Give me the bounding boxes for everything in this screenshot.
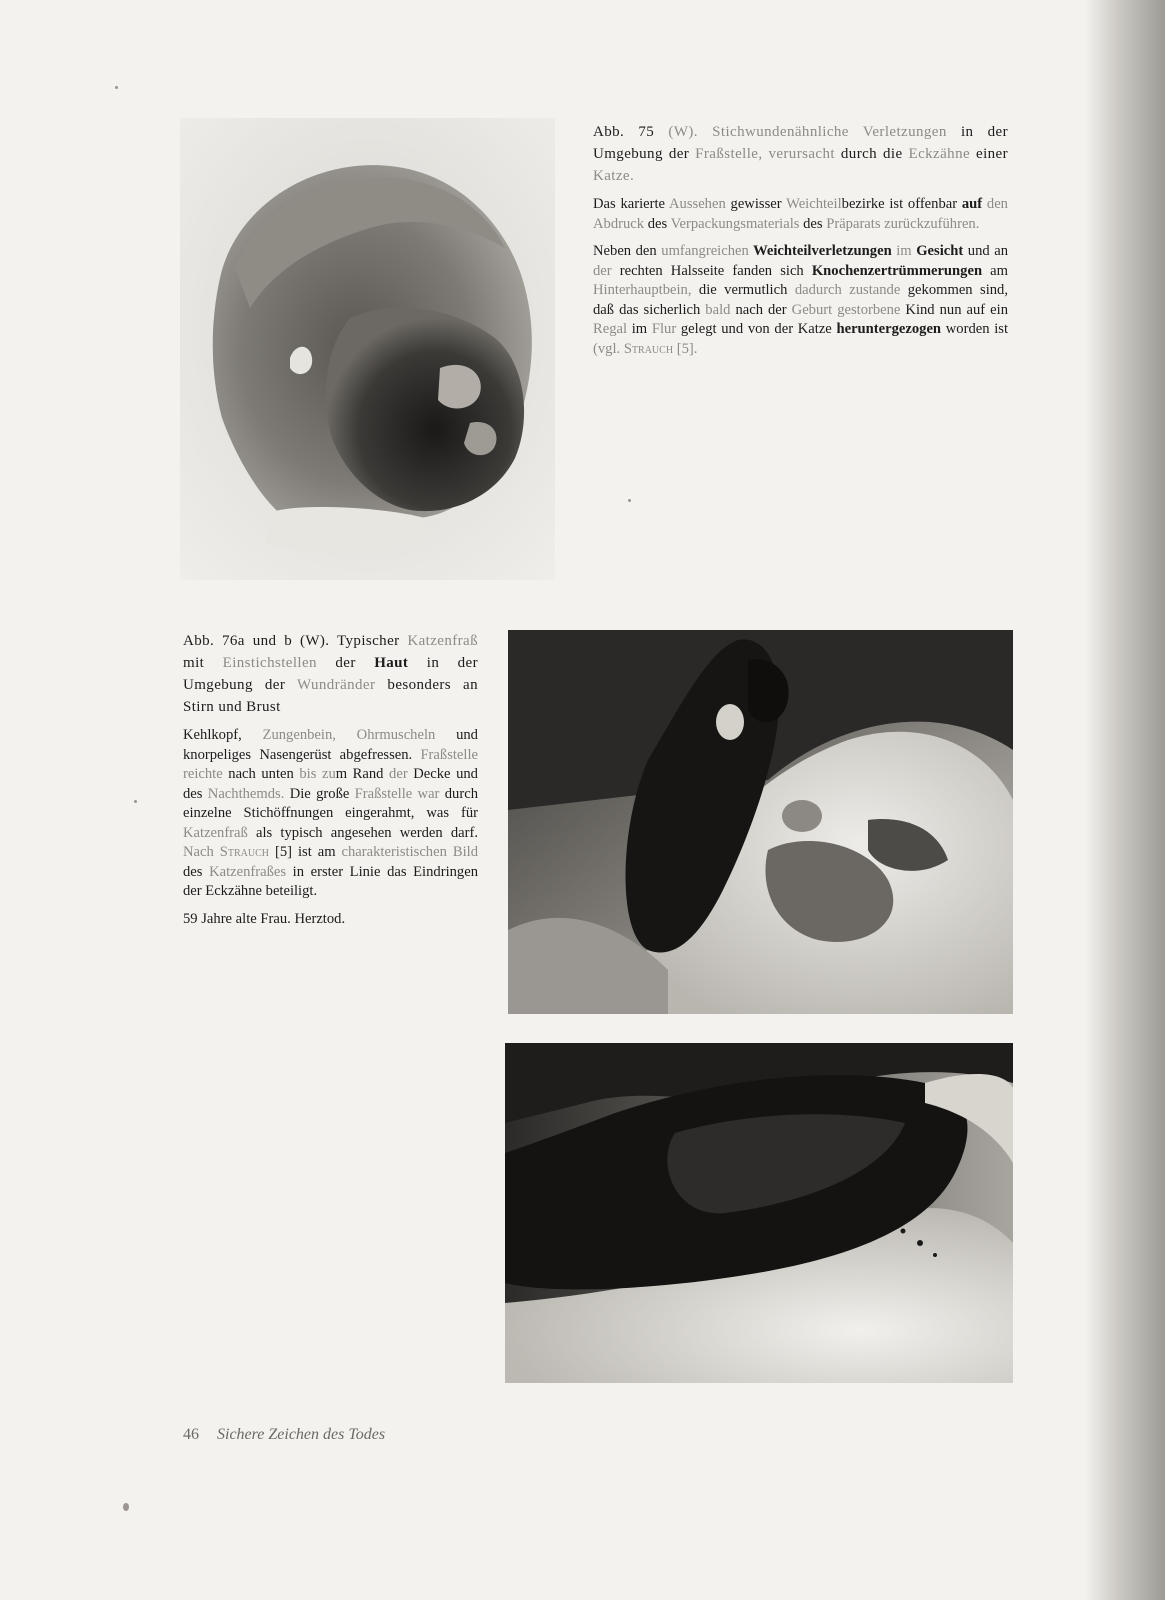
text-run: Katzenfraßes [209,863,287,880]
text-run: der [389,766,408,782]
figure-75-photo [180,118,555,580]
text-run: und knorpeliges Nasengerüst abgefressen. [183,727,478,763]
text-run: besonders an Stirn und Brust [183,677,478,715]
text-run: in der Umgebung der [183,655,479,693]
text-run: im [627,321,652,337]
figure-75-paragraph-1 [593,195,1008,234]
page-binding-shadow [1085,0,1165,1600]
figure-76b-photo [505,1043,1013,1383]
text-run: und an [963,243,1008,259]
running-title: Sichere Zeichen des Todes [217,1426,386,1443]
text-run: nach unten [222,766,300,782]
text-run: der [316,655,375,671]
text-run: Kehlkopf, [183,727,263,743]
text-run: umfangreichen [661,243,749,259]
text-run: die vermutlich [691,282,795,298]
text-run: Gesicht [911,243,964,259]
text-run: Die große [284,785,355,802]
text-run: in der Umgebung der [593,124,1008,162]
figure-76-caption [183,630,478,718]
text-run: Katze. [593,168,635,184]
text-run: in erster Linie das Eindringen der Eckzähne beteiligt. [183,863,478,899]
text-run: Fraßstelle reichte [183,746,478,782]
text-run: worden ist [941,321,1008,337]
text-run: heruntergezogen [836,321,942,337]
figure-76-paragraph-2 [183,910,478,930]
text-run: der [593,262,612,279]
text-run: Das karierte [593,196,669,212]
text-run: Knochenzertrümmerungen [811,262,983,279]
text-run: 59 Jahre alte Frau. Herztod. [183,910,346,927]
text-run: (W). Stichwundenähnliche Verletzungen [668,124,947,140]
text-run: des [644,215,671,232]
text-run: Verpackungsmaterials [670,215,800,232]
text-run: gekommen sind, daß das sicherlich [593,282,1009,318]
text-run: den Abdruck [593,196,1008,232]
text-run: Katzenfraß [183,824,248,841]
text-run: bis zu [299,766,336,782]
text-run: Flur [651,321,677,337]
text-run: dadurch zustande [794,282,901,298]
text-run: Nach [183,844,214,860]
text-run: bald [705,301,731,318]
text-run: einer [970,146,1008,162]
figure-76-text [183,630,478,937]
figure-75-paragraph-2 [593,242,1008,359]
page-number: 46 [183,1426,199,1443]
text-run: Strauch [620,340,674,357]
paper-speck [628,499,631,502]
text-run: Fraßstelle war [354,785,440,802]
text-run: mit [183,655,223,671]
text-run: Abb. 76a und b (W). Typischer [183,633,408,649]
text-run: des [183,863,210,880]
text-run: Neben den [593,243,662,259]
text-run: Strauch [213,844,269,860]
paper-speck [134,800,137,803]
text-run: des [799,215,827,232]
text-run: Katzenfraß [407,633,478,649]
text-run: Fraßstelle, verursacht [695,146,835,162]
paper-speck [123,1503,129,1511]
text-run: gewisser [725,196,787,212]
text-run: als typisch angesehen werden darf. [247,824,478,841]
text-run: gelegt und von der Katze [676,321,837,337]
text-run: Nachthemds. [207,785,285,802]
paper-speck [115,86,118,89]
text-run: Aussehen [669,196,726,212]
text-run: Abb. 75 [593,124,669,140]
text-run: Decke und des [183,766,478,802]
text-run: Weichteilverletzungen [748,243,892,259]
text-run: Einstichstellen [222,655,317,671]
text-run: Weichteil [786,196,842,212]
text-run: Zungenbein, Ohrmuscheln [262,727,436,743]
text-run: (vgl. [593,340,621,357]
text-run: bezirke ist offenbar [841,196,962,212]
text-run: m Rand [335,766,390,782]
figure-76-paragraph-1 [183,726,478,902]
text-run: im [891,243,912,259]
text-run: durch die [834,146,909,162]
text-run: Regal [593,321,628,337]
text-run: [5]. [673,340,698,357]
text-run: charakteristischen Bild [341,844,478,860]
page-footer [183,1426,385,1444]
text-run: Kind nun auf ein [900,301,1008,318]
text-run: auf [961,196,983,212]
text-run: nach der [730,301,792,318]
text-run: Eckzähne [908,146,971,162]
figure-76a-photo [508,630,1013,1014]
text-run: Präparats zurückzuführen. [826,215,980,232]
text-run: Wundränder [297,677,376,693]
figure-75-text [593,121,1008,367]
text-run: durch einzelne Stichöffnungen eingerahmt, was für [183,785,478,821]
text-run: am [982,262,1008,279]
figure-75-caption [593,121,1008,187]
text-run: [5] ist am [269,844,342,860]
text-run: rechten Halsseite fanden sich [611,262,812,279]
text-run: Haut [374,655,409,671]
text-run: Geburt gestorbene [791,301,901,318]
text-run: Hinterhauptbein, [593,282,692,298]
